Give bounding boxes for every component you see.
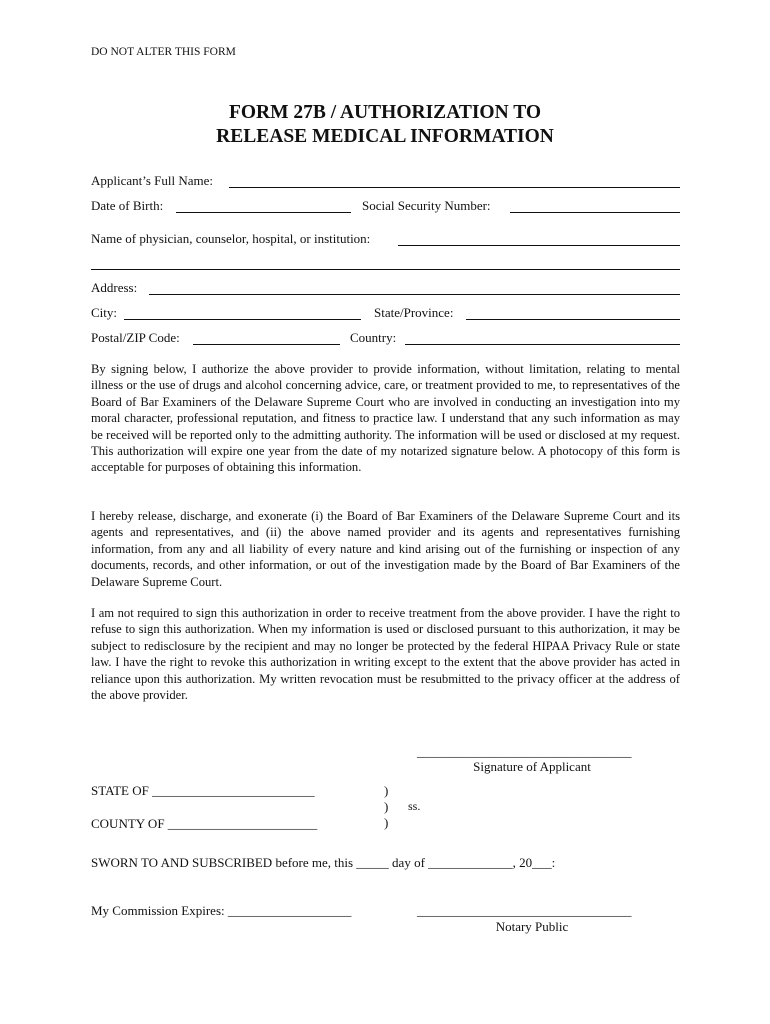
bracket-paren-top: ) xyxy=(384,783,389,798)
form-title-line-1: FORM 27B / AUTHORIZATION TO xyxy=(228,102,542,123)
applicant-signature-line[interactable]: _________________________________ xyxy=(417,744,632,759)
release-paragraph: I hereby release, discharge, and exonerate (i) the Board of Bar Examiners of the Delaware Supreme Court and its agents and representatives, and (ii) the above named provider and its agents and representatives furnishing information, from any and all liability of every nature and kind arising out of the furnishing or inspection of any documents, records, and other information, or out of the investigation made by the Board of Bar Examiners of the Delaware Supreme Court. xyxy=(91,509,680,589)
applicant-name-field[interactable] xyxy=(229,187,680,188)
authorization-paragraph: By signing below, I authorize the above provider to provide information, without limitation, relating to mental illness or the use of drugs and alcohol concerning advice, care, or treatment provided to me, to representatives of the Board of Bar Examiners of the Delaware Supreme Court who are involved in conducting an investigation into my moral character, professional reputation, and fitness to practice law. I understand that any such information as may be received will be reported only to the admitting authority. The information will be used or disclosed at my request. This authorization will expire one year from the date of my notarized signature below. A photocopy of this form is acceptable for purposes of obtaining this information. xyxy=(91,362,680,475)
form-title-line-2: RELEASE MEDICAL INFORMATION xyxy=(216,126,554,147)
ssn-field[interactable] xyxy=(510,212,680,213)
ssn-label: Social Security Number: xyxy=(362,198,491,213)
country-label: Country: xyxy=(350,330,397,345)
date-of-birth-label: Date of Birth: xyxy=(91,198,164,213)
bracket-paren-middle: ) xyxy=(384,799,389,814)
state-of-field[interactable]: STATE OF _________________________ xyxy=(91,783,315,798)
provider-name-label: Name of physician, counselor, hospital, or institution: xyxy=(91,231,371,246)
applicant-name-label: Applicant’s Full Name: xyxy=(91,173,214,188)
county-of-field[interactable]: COUNTY OF _______________________ xyxy=(91,816,318,831)
postal-code-field[interactable] xyxy=(193,344,340,345)
state-province-field[interactable] xyxy=(466,319,680,320)
city-label: City: xyxy=(91,305,118,320)
bracket-paren-bottom: ) xyxy=(384,815,389,830)
notary-signature-line[interactable]: _________________________________ xyxy=(417,903,632,918)
address-field[interactable] xyxy=(149,294,680,295)
date-of-birth-field[interactable] xyxy=(176,212,351,213)
address-label: Address: xyxy=(91,280,138,295)
provider-name-field[interactable] xyxy=(398,245,680,246)
do-not-alter-note: DO NOT ALTER THIS FORM xyxy=(91,46,236,58)
city-field[interactable] xyxy=(124,319,361,320)
notary-public-label: Notary Public xyxy=(495,919,569,934)
commission-expires-field[interactable]: My Commission Expires: ___________________ xyxy=(91,903,352,918)
postal-code-label: Postal/ZIP Code: xyxy=(91,330,180,345)
ss-abbreviation: ss. xyxy=(408,799,421,813)
state-province-label: State/Province: xyxy=(374,305,454,320)
sworn-subscribed-statement[interactable]: SWORN TO AND SUBSCRIBED before me, this _____ day of _____________, 20___: xyxy=(91,855,556,870)
applicant-signature-label: Signature of Applicant xyxy=(473,759,591,774)
hipaa-paragraph: I am not required to sign this authorization in order to receive treatment from the above provider. I have the right to refuse to sign this authorization. When my information is used or disclosed pursuant to this authorization, it may be subject to redisclosure by the recipient and may no longer be protected by the federal HIPAA Privacy Rule or state law. I have the right to revoke this authorization in writing except to the extent that the above provider has acted in reliance upon this authorization. My written revocation must be resubmitted to the privacy officer at the address of the above provider. xyxy=(91,606,680,703)
country-field[interactable] xyxy=(405,344,680,345)
provider-name-field-continued[interactable] xyxy=(91,269,680,270)
